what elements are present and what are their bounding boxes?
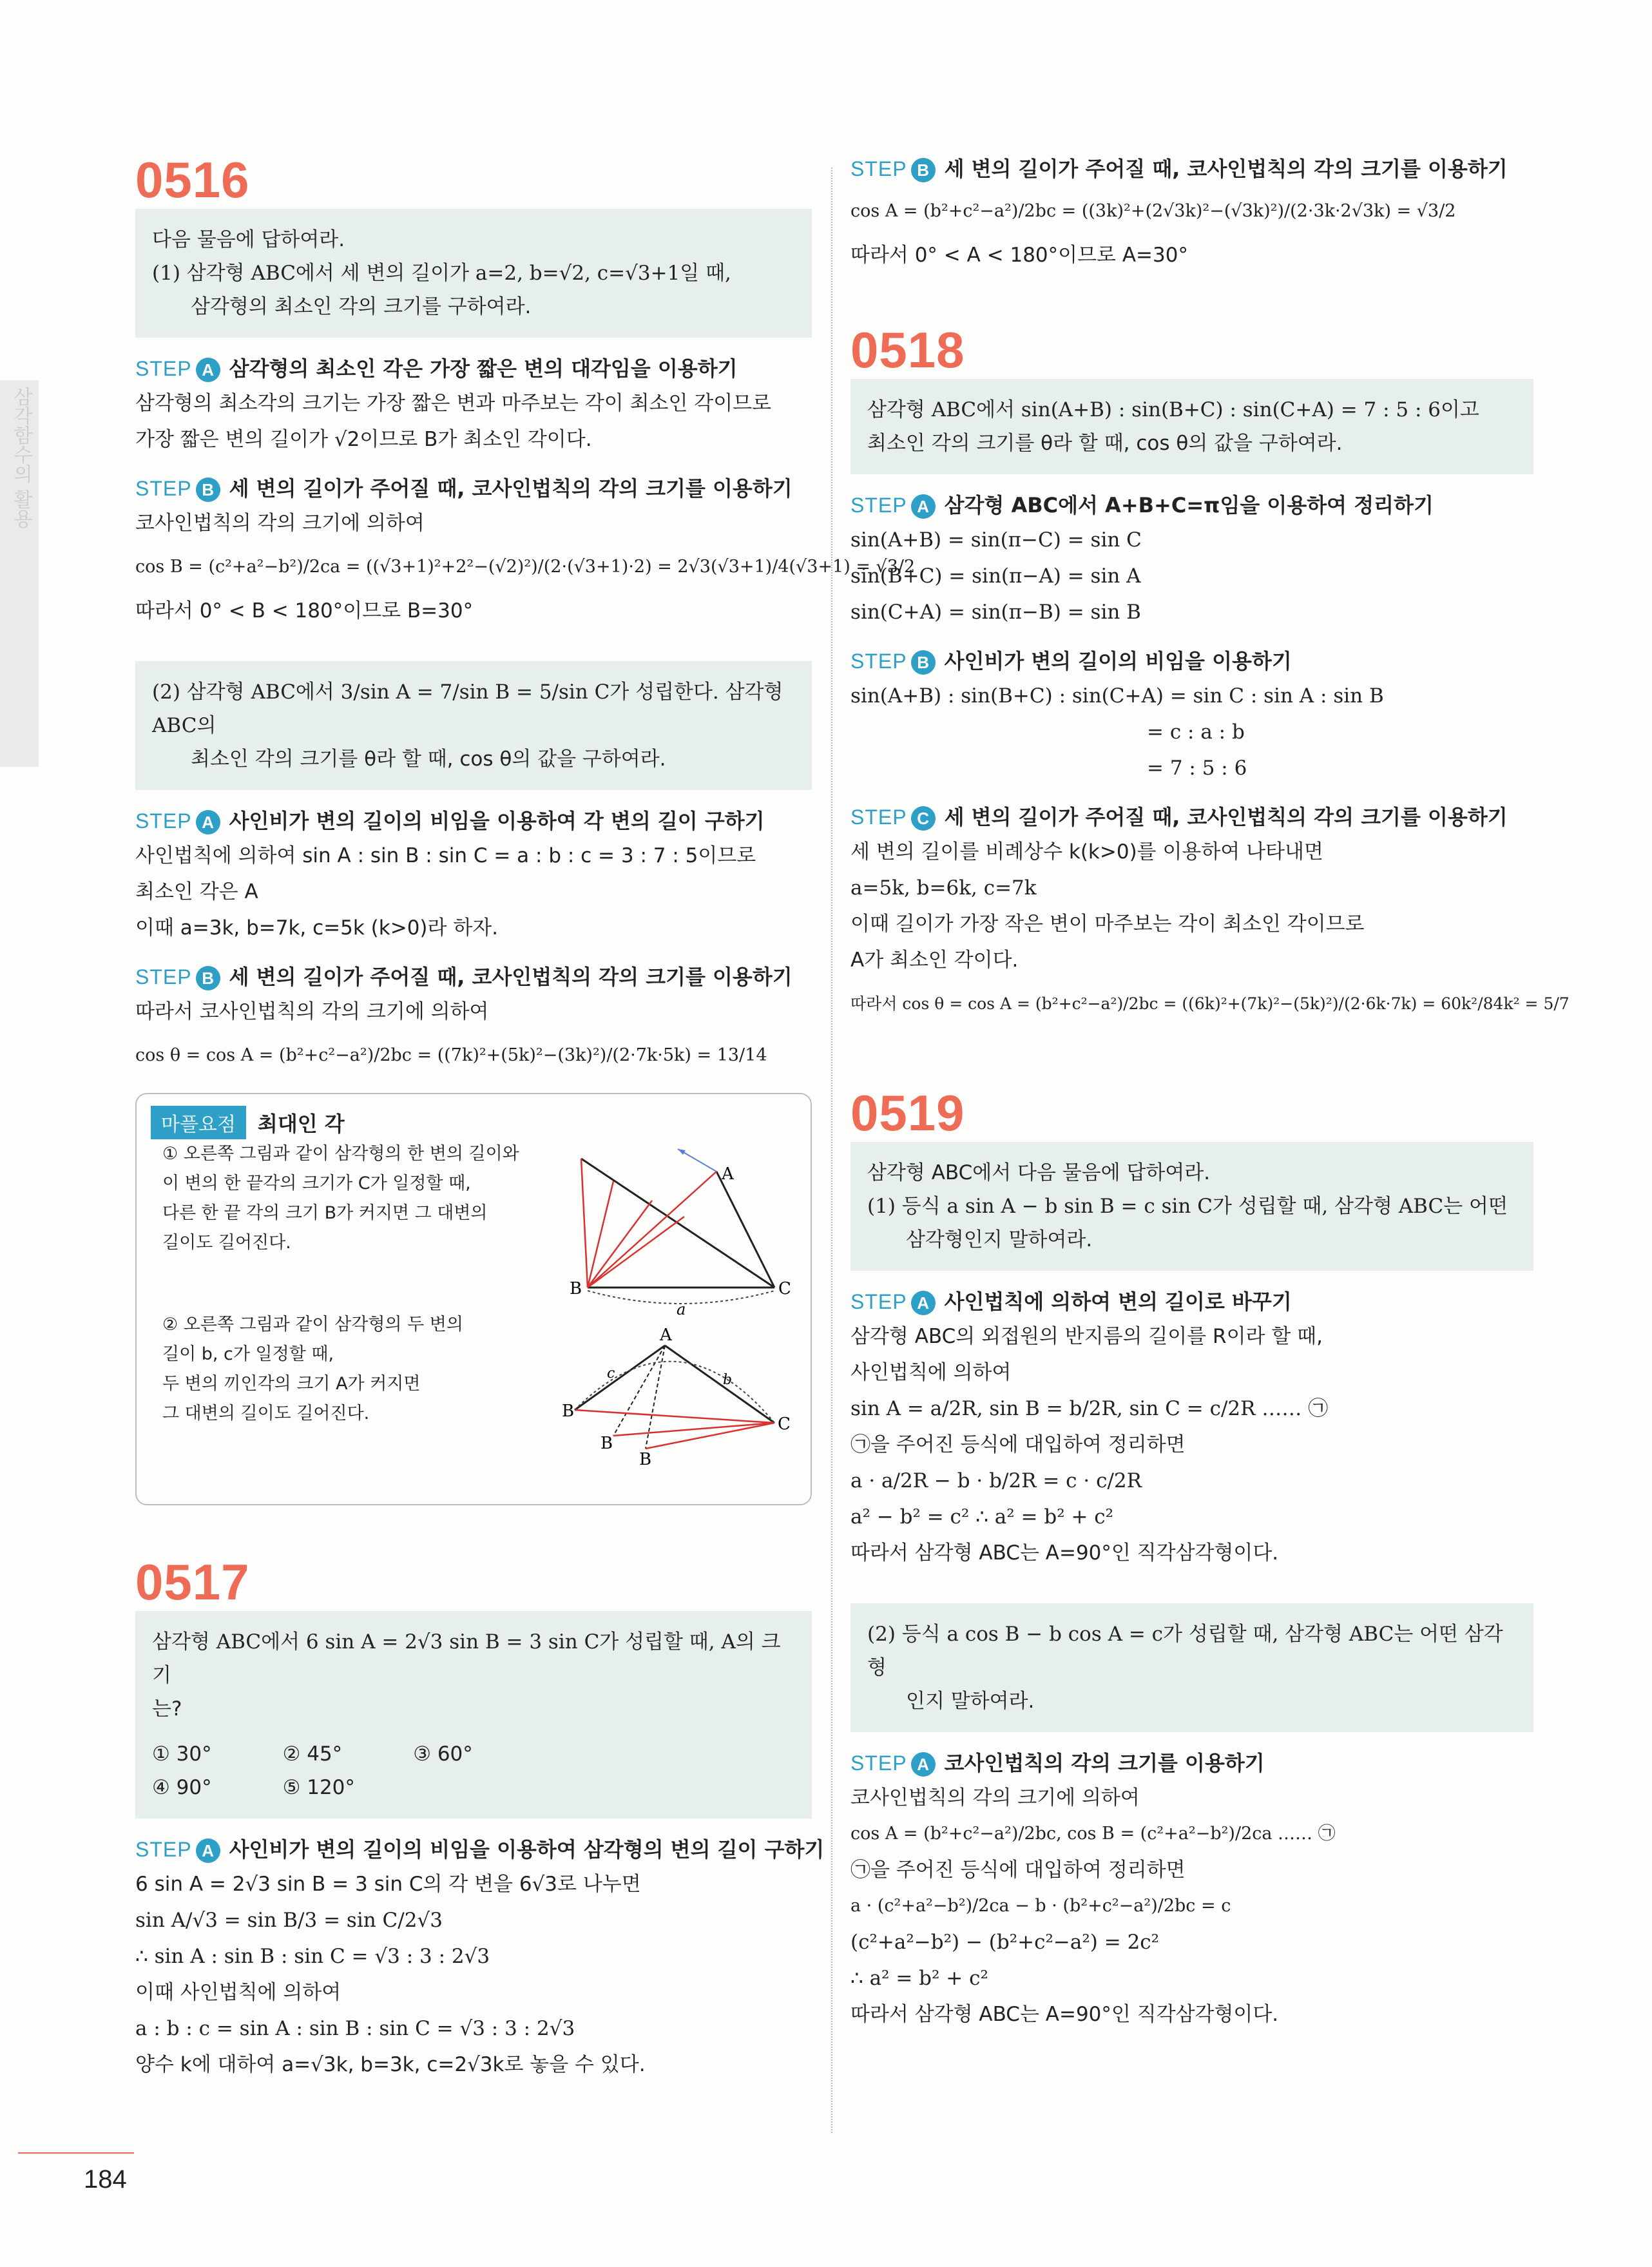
triangle-figure — [562, 1133, 794, 1468]
arc — [575, 1362, 774, 1423]
question-text: (2) 등식 a cos B − b cos A = c가 성립할 때, 삼각형 ABC는 어떤 삼각형 — [867, 1623, 1503, 1679]
solution-line: 최소인 각은 A — [135, 880, 258, 903]
question-intro: 다음 물음에 답하여라. — [152, 228, 345, 251]
solution-line: 이때 사인법칙에 의하여 — [135, 1981, 341, 2004]
formula-line: a=5k, b=6k, c=7k — [850, 876, 1037, 900]
red-line — [575, 1410, 774, 1423]
page-number: 184 — [84, 2165, 127, 2194]
side-b — [665, 1346, 774, 1423]
red-line — [588, 1201, 652, 1288]
label-c: c — [607, 1365, 615, 1382]
formula-line: cos θ = cos A = (b²+c²−a²)/2bc = ((7k)²+(5k)²−(3k)²)/(2·7k·5k) = 13/14 — [135, 1045, 767, 1065]
solution-line: ㉠을 주어진 등식에 대입하여 정리하면 — [850, 1433, 1186, 1456]
red-line — [613, 1423, 774, 1436]
solution-line: 이때 길이가 가장 작은 변이 마주보는 각이 최소인 각이므로 — [850, 912, 1365, 936]
solution-line: 따라서 0° < B < 180°이므로 B=30° — [135, 599, 474, 622]
label-B: B — [570, 1279, 582, 1298]
right-column — [850, 152, 1570, 2032]
side-tab-label: 삼각함수의 활용 — [10, 387, 32, 528]
question-box-0519-2 — [850, 1603, 1533, 1732]
label-B2: B — [562, 1402, 575, 1421]
formula-line: ∴ sin A : sin B : sin C = √3 : 3 : 2√3 — [135, 1945, 490, 1968]
question-box-0517 — [135, 1611, 812, 1818]
solution-line: 코사인법칙의 각의 크기에 의하여 — [135, 512, 425, 535]
column-divider — [831, 168, 832, 2133]
question-box-0516-2 — [135, 661, 812, 790]
formula-line: sin(A+B) : sin(B+C) : sin(C+A) = sin C : sin A : sin B — [850, 684, 1384, 708]
solution-line: 사인법칙에 의하여 — [850, 1361, 1012, 1384]
question-text: 삼각형 ABC에서 6 sin A = 2√3 sin B = 3 sin C가 성립할 때, A의 크기 — [152, 1630, 781, 1687]
question-text: 최소인 각의 크기를 θ라 할 때, cos θ의 값을 구하여라. — [191, 748, 666, 771]
tip-title: 최대인 각 — [257, 1112, 345, 1136]
label-a: a — [677, 1300, 686, 1318]
question-text: 는? — [152, 1697, 182, 1721]
step-header: STEP B 세 변의 길이가 주어질 때, 코사인법칙의 각의 크기를 이용하기 — [135, 965, 792, 989]
question-text: 삼각형의 최소인 각의 크기를 구하여라. — [191, 295, 532, 318]
question-text: 인지 말하여라. — [906, 1690, 1035, 1713]
step-header: STEP A 삼각형의 최소인 각은 가장 짧은 변의 대각임을 이용하기 — [135, 356, 738, 381]
step-header: STEP A 코사인법칙의 각의 크기를 이용하기 — [850, 1751, 1265, 1775]
red-line — [581, 1159, 588, 1288]
question-text: (1) 삼각형 ABC에서 세 변의 길이가 a=2, b=√2, c=√3+1일 때, — [152, 262, 731, 285]
side-tab — [0, 380, 39, 767]
question-text: 삼각형인지 말하여라. — [906, 1228, 1093, 1251]
choice-5[interactable]: ⑤ 120° — [282, 1776, 355, 1799]
formula-line: cos A = (b²+c²−a²)/2bc = ((3k)²+(2√3k)²−(√3k)²)/(2·3k·2√3k) = √3/2 — [850, 201, 1456, 221]
step-header: STEP B 세 변의 길이가 주어질 때, 코사인법칙의 각의 크기를 이용하기 — [850, 157, 1508, 181]
formula-line: 따라서 cos θ = cos A = (b²+c²−a²)/2bc = ((6k)²+(7k)²−(5k)²)/(2·6k·7k) = 60k²/84k² = 5/7 — [850, 994, 1570, 1013]
formula-line: sin(A+B) = sin(π−C) = sin C — [850, 528, 1142, 552]
question-intro: 삼각형 ABC에서 다음 물음에 답하여라. — [867, 1161, 1211, 1184]
formula-line: sin(C+A) = sin(π−B) = sin B — [850, 601, 1141, 624]
question-text: 삼각형 ABC에서 sin(A+B) : sin(B+C) : sin(C+A) = 7 : 5 : 6이고 — [867, 398, 1479, 421]
step-header: STEP A 사인비가 변의 길이의 비임을 이용하여 각 변의 길이 구하기 — [135, 809, 765, 833]
step-header: STEP B 사인비가 변의 길이의 비임을 이용하기 — [850, 649, 1292, 673]
formula-line: ∴ a² = b² + c² — [850, 1967, 988, 1990]
side-c — [575, 1346, 665, 1410]
arrow-head — [678, 1149, 686, 1155]
label-C: C — [778, 1279, 791, 1298]
solution-line: 이때 a=3k, b=7k, c=5k (k>0)라 하자. — [135, 916, 499, 940]
solution-line: 코사인법칙의 각의 크기에 의하여 — [850, 1786, 1140, 1809]
formula-line: = c : a : b — [1147, 720, 1245, 744]
choice-2[interactable]: ② 45° — [282, 1742, 343, 1766]
side-ca — [716, 1172, 774, 1288]
solution-line: 사인법칙에 의하여 sin A : sin B : sin C = a : b : c = 3 : 7 : 5이므로 — [135, 844, 756, 867]
red-line — [646, 1423, 774, 1449]
solution-line: 삼각형 ABC의 외접원의 반지름의 길이를 R이라 할 때, — [850, 1325, 1323, 1348]
solution-line: 삼각형의 최소각의 크기는 가장 짧은 변과 마주보는 각이 최소인 각이므로 — [135, 392, 772, 415]
solution-line: 따라서 0° < A < 180°이므로 A=30° — [850, 244, 1188, 267]
solution-line: 양수 k에 대하여 a=√3k, b=3k, c=2√3k로 놓을 수 있다. — [135, 2053, 646, 2076]
formula-line: sin(B+C) = sin(π−A) = sin A — [850, 564, 1141, 588]
question-text: (2) 삼각형 ABC에서 3/sin A = 7/sin B = 5/sin C가 성립한다. 삼각형 ABC의 — [152, 680, 783, 737]
problem-number-0517: 0517 — [135, 1554, 250, 1610]
formula-line: sin A/√3 = sin B/3 = sin C/2√3 — [135, 1909, 443, 1932]
formula-line: sin A = a/2R, sin B = b/2R, sin C = c/2R …… ㉠ — [850, 1397, 1329, 1420]
page-number-rule — [18, 2152, 134, 2154]
problem-number-0518: 0518 — [850, 322, 965, 378]
formula-line: a · (c²+a²−b²)/2ca − b · (b²+c²−a²)/2bc = c — [850, 1896, 1231, 1916]
solution-line: 따라서 삼각형 ABC는 A=90°인 직각삼각형이다. — [850, 2003, 1279, 2026]
label-A2: A — [660, 1326, 672, 1345]
dash-c — [613, 1346, 665, 1436]
step-header: STEP C 세 변의 길이가 주어질 때, 코사인법칙의 각의 크기를 이용하기 — [850, 805, 1508, 829]
tip-badge: 마플요점 — [151, 1106, 246, 1139]
solution-line: 따라서 코사인법칙의 각의 크기에 의하여 — [135, 1000, 489, 1023]
tip-box — [135, 1093, 812, 1505]
solution-line: 가장 짧은 변의 길이가 √2이므로 B가 최소인 각이다. — [135, 428, 592, 451]
step-header: STEP B 세 변의 길이가 주어질 때, 코사인법칙의 각의 크기를 이용하기 — [135, 476, 792, 501]
question-box-0518 — [850, 379, 1533, 474]
solution-line: A가 최소인 각이다. — [850, 949, 1019, 972]
formula-line: cos B = (c²+a²−b²)/2ca = ((√3+1)²+2²−(√2)²)/(2·(√3+1)·2) = 2√3(√3+1)/4(√3+1) = √3/2 — [135, 557, 916, 577]
solution-line: 6 sin A = 2√3 sin B = 3 sin C의 각 변을 6√3로 나누면 — [135, 1873, 641, 1896]
formula-line: (c²+a²−b²) − (b²+c²−a²) = 2c² — [850, 1931, 1160, 1954]
formula-line: a² − b² = c² ∴ a² = b² + c² — [850, 1505, 1114, 1529]
red-line — [588, 1172, 716, 1288]
choice-4[interactable]: ④ 90° — [152, 1776, 212, 1799]
label-b: b — [723, 1372, 733, 1388]
problem-number-0516: 0516 — [135, 151, 250, 208]
choice-1[interactable]: ① 30° — [152, 1742, 212, 1766]
step-header: STEP A 사인법칙에 의하여 변의 길이로 바꾸기 — [850, 1289, 1292, 1314]
label-A: A — [722, 1164, 734, 1184]
solution-line: 따라서 삼각형 ABC는 A=90°인 직각삼각형이다. — [850, 1541, 1279, 1565]
label-B4: B — [639, 1450, 652, 1468]
formula-line: a · a/2R − b · b/2R = c · c/2R — [850, 1469, 1142, 1492]
label-C2: C — [778, 1414, 791, 1434]
tip-text-1: ① 오른쪽 그림과 같이 삼각형의 한 변의 길이와 이 변의 한 끝각의 크기가 C가 일정할 때, 다른 한 끝 각의 크기 B가 커지면 그 대변의 길이도 길어진다. — [162, 1144, 519, 1253]
question-box-0519-1 — [850, 1142, 1533, 1271]
tip-text-2: ② 오른쪽 그림과 같이 삼각형의 두 변의 길이 b, c가 일정할 때, 두 변의 끼인각의 크기 A가 커지면 그 대변의 길이도 길어진다. — [162, 1315, 463, 1423]
question-box-0516-1 — [135, 209, 812, 338]
formula-line: cos A = (b²+c²−a²)/2bc, cos B = (c²+a²−b²)/2ca …… ㉠ — [850, 1824, 1336, 1844]
solution-line: 세 변의 길이를 비례상수 k(k>0)를 이용하여 나타내면 — [850, 840, 1323, 863]
step-header: STEP A 삼각형 ABC에서 A+B+C=π임을 이용하여 정리하기 — [850, 493, 1434, 517]
solution-line: ㉠을 주어진 등식에 대입하여 정리하면 — [850, 1858, 1186, 1882]
label-B3: B — [600, 1434, 613, 1453]
step-header: STEP A 사인비가 변의 길이의 비임을 이용하여 삼각형의 변의 길이 구하기 — [135, 1837, 825, 1862]
problem-number-0519: 0519 — [850, 1085, 965, 1141]
question-text: (1) 등식 a sin A − b sin B = c sin C가 성립할 때, 삼각형 ABC는 어떤 — [867, 1195, 1508, 1218]
question-text: 최소인 각의 크기를 θ라 할 때, cos θ의 값을 구하여라. — [867, 432, 1343, 455]
formula-line: = 7 : 5 : 6 — [1147, 757, 1247, 780]
choice-3[interactable]: ③ 60° — [413, 1742, 473, 1766]
formula-line: a : b : c = sin A : sin B : sin C = √3 : 3 : 2√3 — [135, 2017, 575, 2040]
